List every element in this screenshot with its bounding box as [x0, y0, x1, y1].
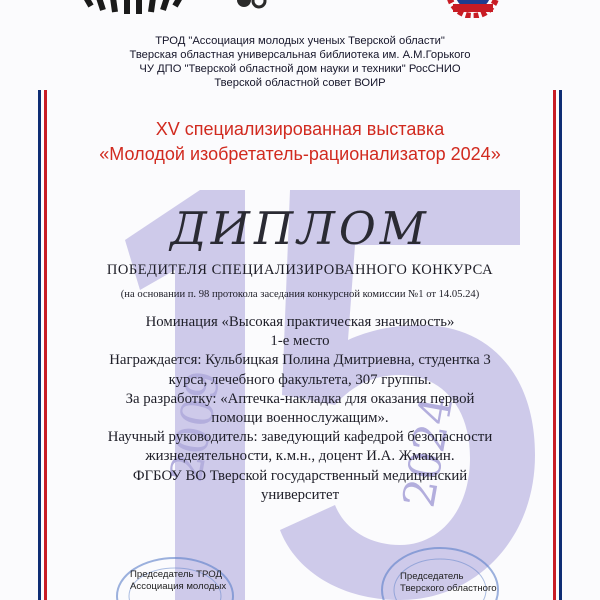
exhibition-title: [0, 117, 600, 167]
award-line: университет: [260, 486, 340, 503]
nomination: Номинация «Высокая практическая значимость»: [145, 314, 455, 330]
diploma-basis: (на основании п. 98 протокола заседания конкурсной комиссии №1 от 14.05.24): [120, 289, 480, 300]
award-line: курса, лечебного факультета, 307 группы.: [168, 371, 432, 388]
award-text: [90, 313, 510, 505]
award-line: За разработку: «Аптечка-накладка для оказания первой: [125, 390, 475, 407]
organizer-line: Тверская областная универсальная библиотека им. А.М.Горького: [129, 49, 471, 61]
signature-left-line: Ассоциация молодых: [130, 581, 227, 592]
award-line: Научный руководитель: заведующий кафедрой безопасности: [107, 429, 493, 446]
award-line: помощи военнослужащим».: [211, 410, 389, 427]
signature-right-line: Тверского областного: [400, 583, 497, 594]
badge-logo-icon: [428, 0, 518, 18]
gear-logo-icon: [82, 0, 187, 16]
signature-left-line: Председатель ТРОД: [130, 569, 222, 580]
award-line: Награждается: Кульбицкая Полина Дмитриевна, студентка 3: [109, 352, 491, 369]
diploma-subtitle: ПОБЕДИТЕЛЯ СПЕЦИАЛИЗИРОВАННОГО КОНКУРСА: [106, 262, 494, 278]
header-logos: [0, 0, 600, 18]
diploma-title: ДИПЛОМ: [170, 202, 430, 255]
signature-right: [400, 571, 497, 595]
organizers-block: [0, 34, 600, 90]
organizer-line: ЧУ ДПО "Тверской областной дом науки и техники" РосСНИО: [139, 63, 461, 75]
place: 1-е место: [270, 333, 330, 350]
organizer-line: ТРОД "Ассоциация молодых ученых Тверской области": [155, 35, 445, 47]
award-line: жизнедеятельности, к.м.н., доцент И.А. Жмакин.: [145, 448, 455, 465]
signature-right-line: Председатель: [400, 571, 464, 582]
award-line: ФГБОУ ВО Тверской государственный медицинский: [132, 467, 468, 484]
emblem-icon: [232, 0, 272, 14]
watermark-year-left: 2009: [161, 366, 231, 487]
organizer-line: Тверской областной совет ВОИР: [214, 77, 386, 89]
signature-left: [130, 569, 226, 593]
exhibition-line-2: «Молодой изобретатель-рационализатор 2024»: [99, 144, 501, 164]
watermark-year-right: 2024: [393, 392, 464, 512]
exhibition-line-1: XV специализированная выставка: [155, 119, 445, 139]
